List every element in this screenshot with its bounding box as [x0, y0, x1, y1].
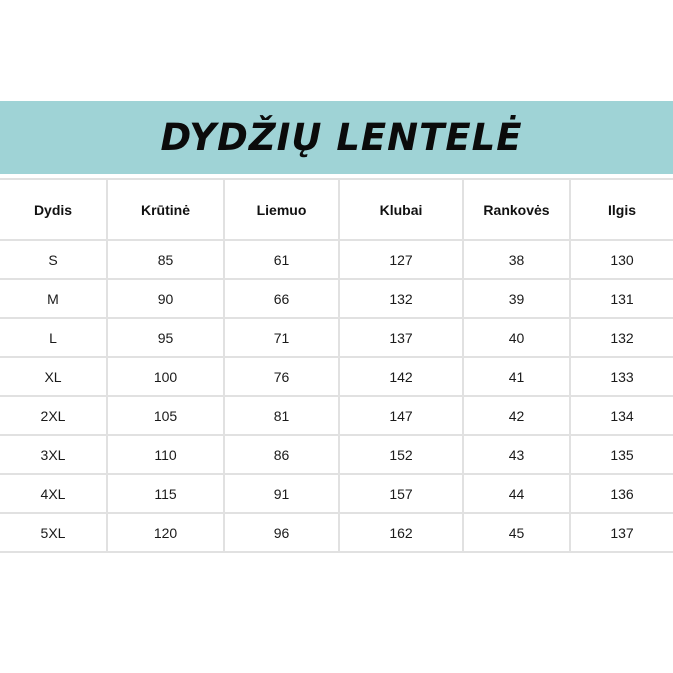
- header-sleeves: Rankovės: [463, 179, 570, 240]
- cell-length: 135: [570, 435, 673, 474]
- cell-size: 4XL: [0, 474, 107, 513]
- cell-size: 5XL: [0, 513, 107, 552]
- cell-size: 2XL: [0, 396, 107, 435]
- cell-chest: 110: [107, 435, 224, 474]
- cell-length: 137: [570, 513, 673, 552]
- cell-hips: 127: [339, 240, 463, 279]
- page-title: DYDŽIŲ LENTELĖ: [160, 116, 523, 159]
- cell-hips: 162: [339, 513, 463, 552]
- cell-sleeves: 41: [463, 357, 570, 396]
- cell-size: XL: [0, 357, 107, 396]
- cell-size: 3XL: [0, 435, 107, 474]
- table-row: [0, 474, 673, 513]
- cell-size: M: [0, 279, 107, 318]
- cell-sleeves: 40: [463, 318, 570, 357]
- cell-chest: 100: [107, 357, 224, 396]
- cell-sleeves: 39: [463, 279, 570, 318]
- size-chart-table: [0, 178, 673, 553]
- cell-hips: 137: [339, 318, 463, 357]
- cell-length: 132: [570, 318, 673, 357]
- table-row: [0, 396, 673, 435]
- cell-waist: 61: [224, 240, 339, 279]
- table-row: [0, 318, 673, 357]
- header-size: Dydis: [0, 179, 107, 240]
- cell-chest: 115: [107, 474, 224, 513]
- cell-hips: 157: [339, 474, 463, 513]
- cell-chest: 90: [107, 279, 224, 318]
- cell-chest: 105: [107, 396, 224, 435]
- table-row: [0, 357, 673, 396]
- cell-chest: 120: [107, 513, 224, 552]
- cell-hips: 142: [339, 357, 463, 396]
- cell-sleeves: 45: [463, 513, 570, 552]
- cell-waist: 86: [224, 435, 339, 474]
- cell-size: S: [0, 240, 107, 279]
- cell-hips: 152: [339, 435, 463, 474]
- table-row: [0, 435, 673, 474]
- cell-hips: 132: [339, 279, 463, 318]
- cell-waist: 91: [224, 474, 339, 513]
- cell-chest: 85: [107, 240, 224, 279]
- header-chest: Krūtinė: [107, 179, 224, 240]
- cell-length: 130: [570, 240, 673, 279]
- cell-length: 136: [570, 474, 673, 513]
- cell-hips: 147: [339, 396, 463, 435]
- header-waist: Liemuo: [224, 179, 339, 240]
- cell-sleeves: 43: [463, 435, 570, 474]
- header-hips: Klubai: [339, 179, 463, 240]
- cell-sleeves: 44: [463, 474, 570, 513]
- header-length: Ilgis: [570, 179, 673, 240]
- table-header-row: [0, 179, 673, 240]
- cell-chest: 95: [107, 318, 224, 357]
- cell-waist: 71: [224, 318, 339, 357]
- cell-length: 131: [570, 279, 673, 318]
- cell-waist: 76: [224, 357, 339, 396]
- table-row: [0, 513, 673, 552]
- table-row: [0, 279, 673, 318]
- table-row: [0, 240, 673, 279]
- cell-sleeves: 42: [463, 396, 570, 435]
- cell-length: 133: [570, 357, 673, 396]
- cell-waist: 66: [224, 279, 339, 318]
- cell-sleeves: 38: [463, 240, 570, 279]
- title-banner: [0, 101, 673, 174]
- cell-length: 134: [570, 396, 673, 435]
- cell-waist: 96: [224, 513, 339, 552]
- cell-waist: 81: [224, 396, 339, 435]
- cell-size: L: [0, 318, 107, 357]
